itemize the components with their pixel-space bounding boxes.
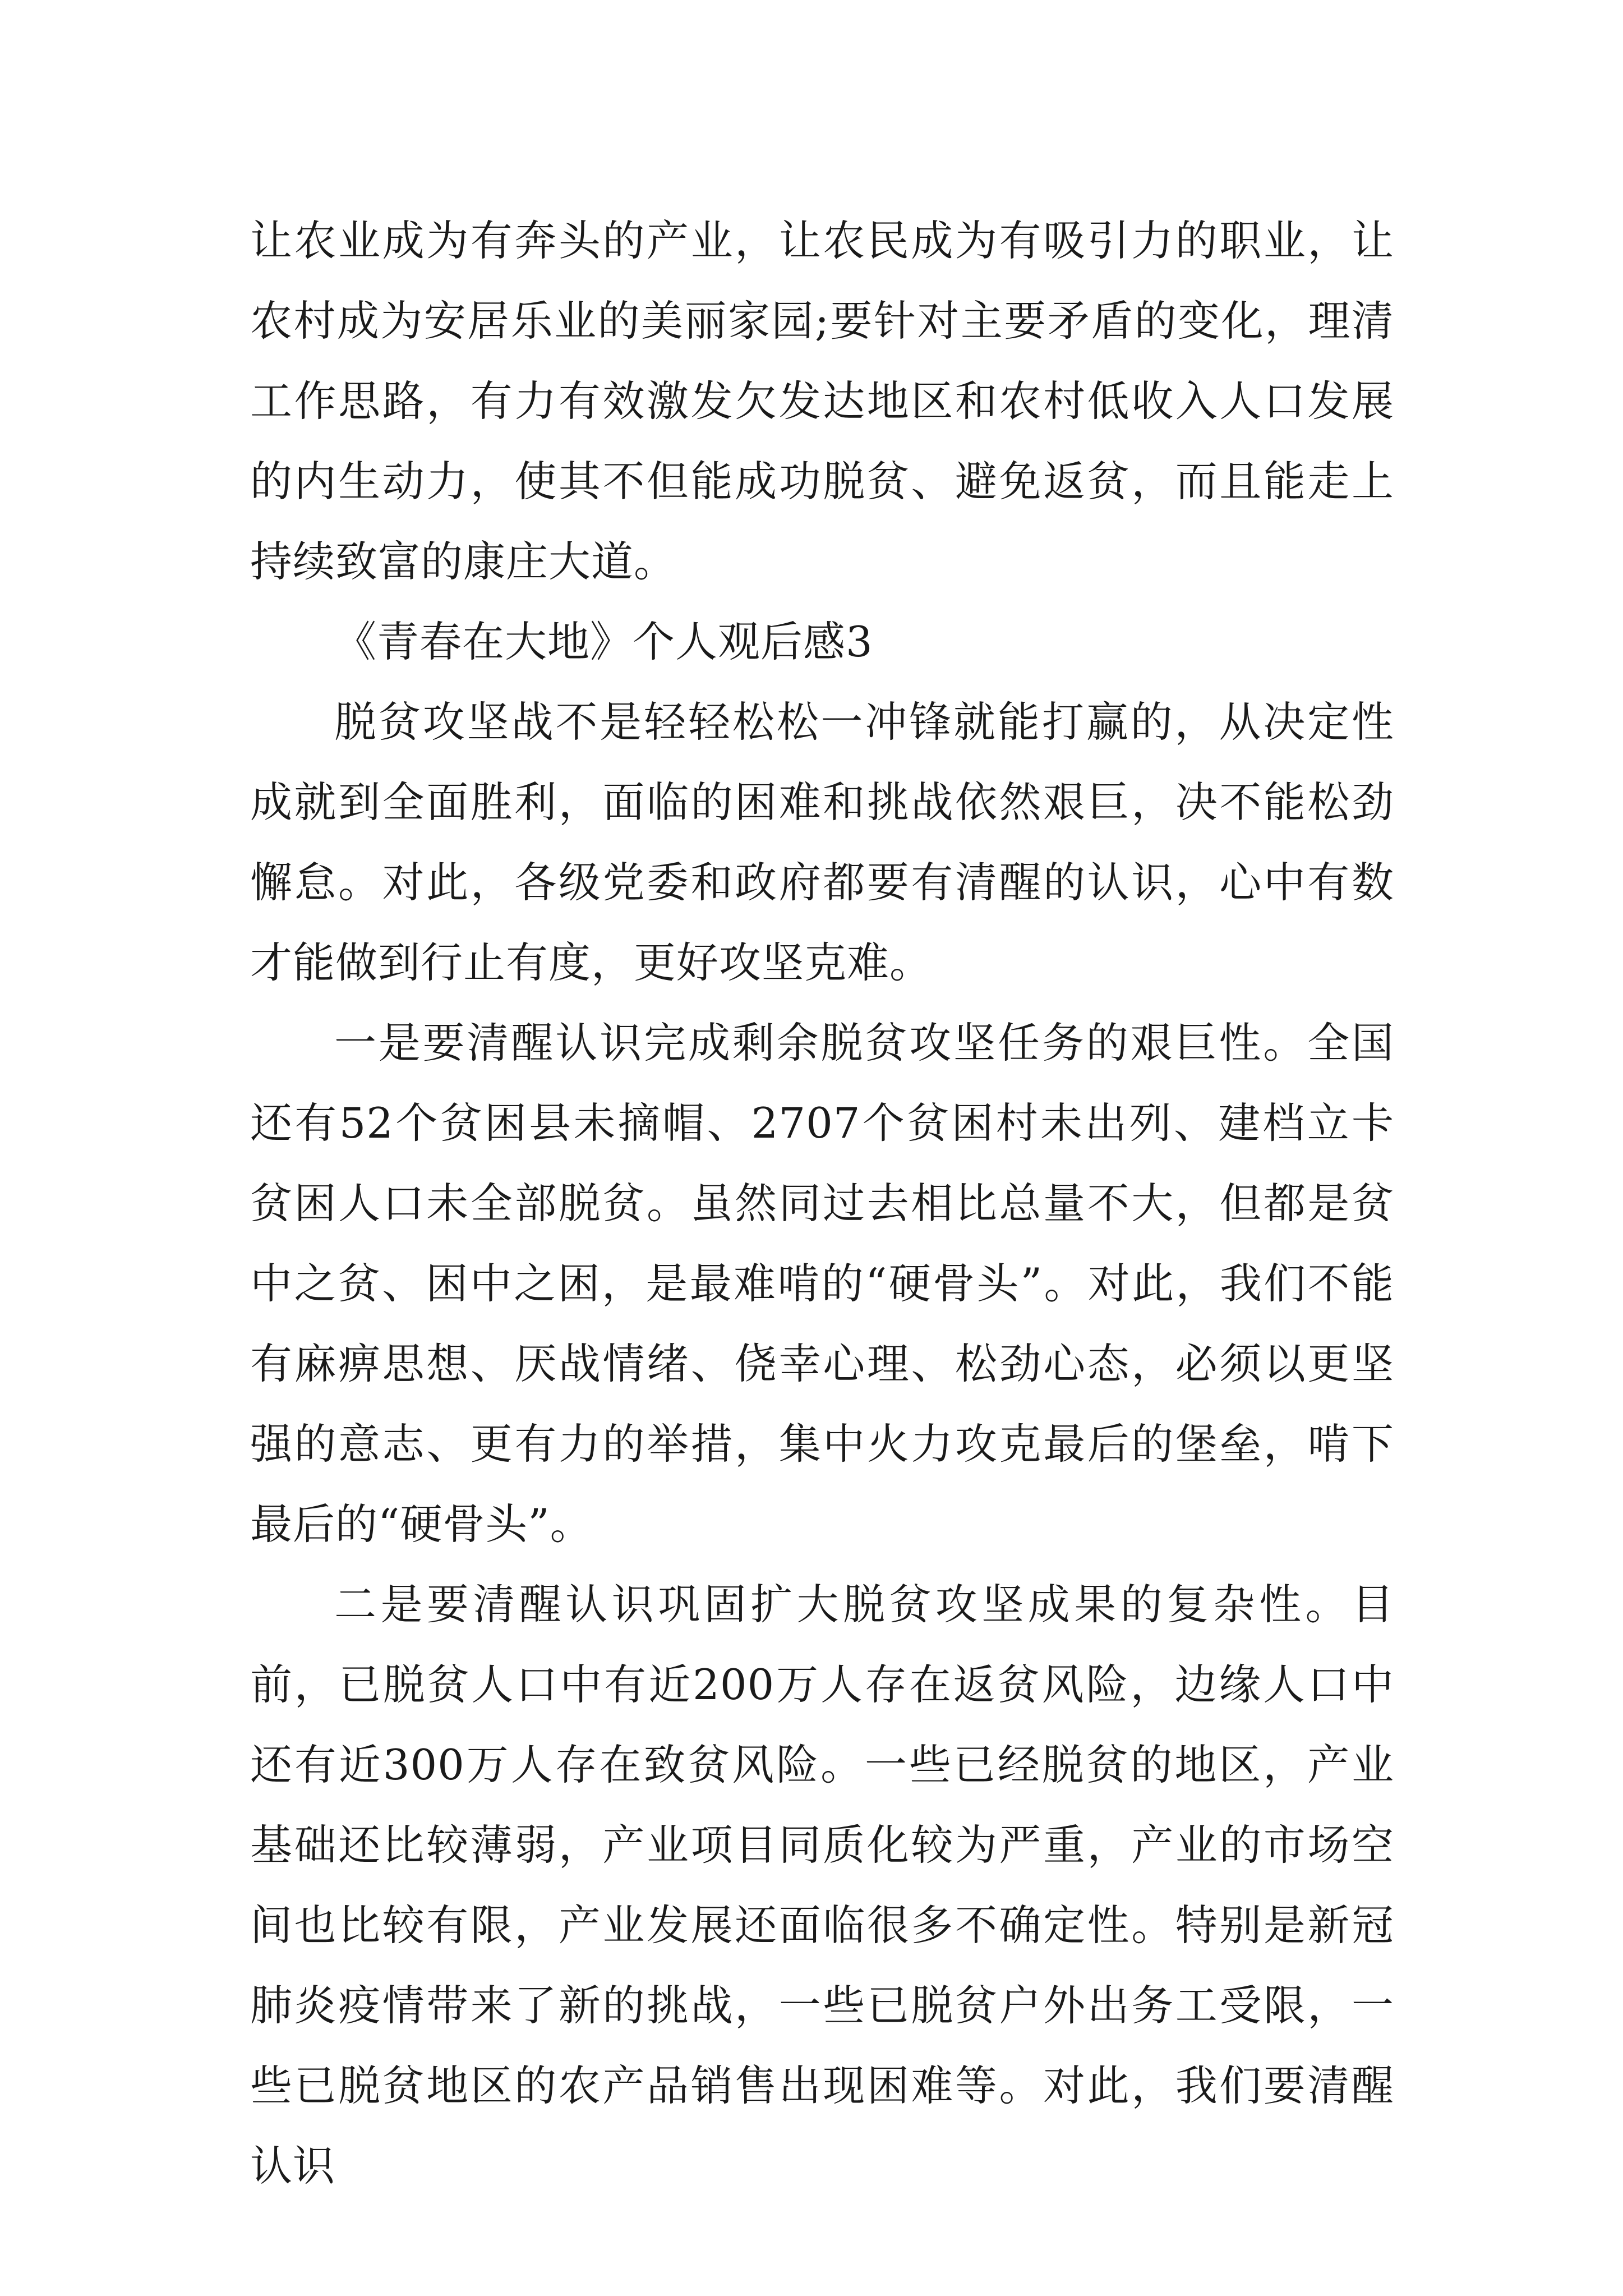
paragraph-point-two: 二是要清醒认识巩固扩大脱贫攻坚成果的复杂性。目前，已脱贫人口中有近200万人存在返贫风险，边缘人口中还有近300万人存在致贫风险。一些已经脱贫的地区，产业基础还比较薄弱，产业项目同质化较为严重，产业的市场空间也比较有限，产业发展还面临很多不确定性。特别是新冠肺炎疫情带来了新的挑战，一些已脱贫户外出务工受限，一些已脱贫地区的农产品销售出现困难等。对此，我们要清醒认识 (250, 1580, 1394, 2191)
document-body (250, 201, 1394, 2206)
paragraph-continuation: 让农业成为有奔头的产业，让农民成为有吸引力的职业，让农村成为安居乐业的美丽家园;要针对主要矛盾的变化，理清工作思路，有力有效激发欠发达地区和农村低收入人口发展的内生动力，使其不但能成功脱贫、避免返贫，而且能走上持续致富的康庄大道。 (250, 216, 1394, 586)
paragraph-intro: 脱贫攻坚战不是轻轻松松一冲锋就能打赢的，从决定性成就到全面胜利，面临的困难和挑战依然艰巨，决不能松劲懈怠。对此，各级党委和政府都要有清醒的认识，心中有数才能做到行止有度，更好攻坚克难。 (250, 697, 1394, 987)
paragraph-point-one: 一是要清醒认识完成剩余脱贫攻坚任务的艰巨性。全国还有52个贫困县未摘帽、2707个贫困村未出列、建档立卡贫困人口未全部脱贫。虽然同过去相比总量不大，但都是贫中之贫、困中之困，是最难啃的“硬骨头”。对此，我们不能有麻痹思想、厌战情绪、侥幸心理、松劲心态，必须以更坚强的意志、更有力的举措，集中火力攻克最后的堡垒，啃下最后的“硬骨头”。 (250, 1018, 1394, 1549)
section-heading: 《青春在大地》个人观后感3 (334, 617, 873, 666)
